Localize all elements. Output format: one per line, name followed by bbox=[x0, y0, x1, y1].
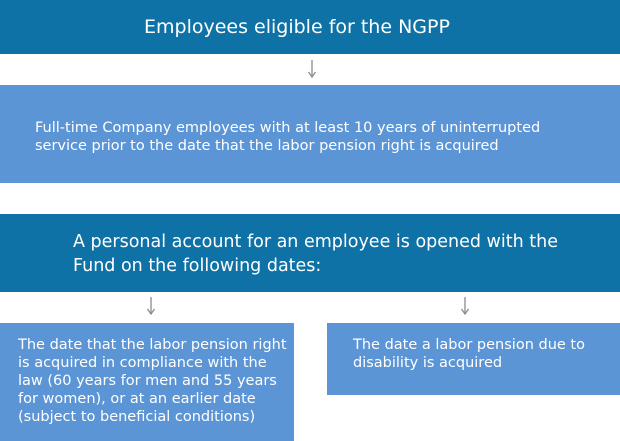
down-arrow-icon bbox=[307, 60, 317, 80]
pension-right-line-2: is acquired in compliance with the bbox=[18, 355, 267, 371]
eligibility-criteria-box bbox=[0, 85, 620, 183]
down-arrow-icon bbox=[146, 297, 156, 317]
eligible-employees-header bbox=[0, 0, 620, 54]
eligibility-line-1: Full-time Company employees with at least 10 years of uninterrupted bbox=[35, 120, 541, 136]
down-arrow-icon bbox=[460, 297, 470, 317]
pension-right-line-1: The date that the labor pension right bbox=[18, 337, 287, 353]
account-line-2: Fund on the following dates: bbox=[73, 256, 322, 276]
pension-right-line-5: (subject to beneficial conditions) bbox=[18, 409, 256, 425]
disability-line-2: disability is acquired bbox=[353, 355, 503, 371]
header-title: Employees eligible for the NGPP bbox=[144, 16, 450, 38]
disability-pension-date-box bbox=[327, 323, 620, 395]
pension-right-line-4: for women), or at an earlier date bbox=[18, 391, 256, 407]
account-line-1: A personal account for an employee is opened with the bbox=[73, 232, 558, 252]
eligibility-line-2: service prior to the date that the labor pension right is acquired bbox=[35, 138, 499, 154]
disability-line-1: The date a labor pension due to bbox=[353, 337, 585, 353]
pension-right-date-box bbox=[0, 323, 294, 441]
pension-right-line-3: law (60 years for men and 55 years bbox=[18, 373, 277, 389]
personal-account-box bbox=[0, 214, 620, 292]
